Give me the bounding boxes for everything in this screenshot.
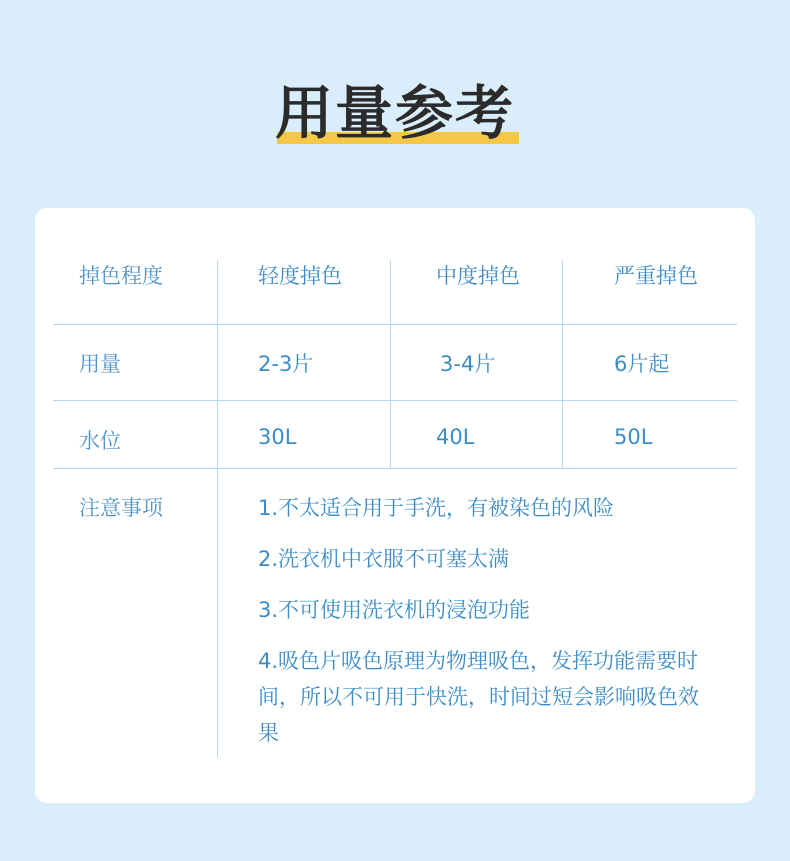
title-section bbox=[0, 78, 790, 148]
note-item: 1.不太适合用于手洗，有被染色的风险 bbox=[258, 496, 615, 520]
dosage-medium: 3-4片 bbox=[440, 352, 496, 376]
header-degree: 掉色程度 bbox=[79, 264, 163, 288]
column-divider-1 bbox=[217, 260, 218, 757]
column-divider-2 bbox=[390, 260, 391, 468]
divider-2 bbox=[53, 400, 737, 401]
reference-table-card bbox=[35, 208, 755, 803]
water-medium: 40L bbox=[436, 425, 475, 449]
note-item: 4.吸色片吸色原理为物理吸色，发挥功能需要时间，所以不可用于快洗，时间过短会影响吸色效果 bbox=[258, 649, 699, 745]
notes-list bbox=[258, 490, 718, 766]
divider-1 bbox=[53, 324, 737, 325]
header-severe: 严重掉色 bbox=[614, 264, 698, 288]
page-title bbox=[273, 78, 517, 148]
note-item: 3.不可使用洗衣机的浸泡功能 bbox=[258, 598, 531, 622]
dosage-light: 2-3片 bbox=[258, 352, 314, 376]
column-divider-3 bbox=[562, 260, 563, 468]
note-item: 2.洗衣机中衣服不可塞太满 bbox=[258, 547, 510, 571]
dosage-severe: 6片起 bbox=[614, 352, 670, 376]
header-light: 轻度掉色 bbox=[258, 264, 342, 288]
row-label-notes: 注意事项 bbox=[79, 496, 163, 520]
divider-3 bbox=[53, 468, 737, 469]
row-label-water: 水位 bbox=[79, 429, 121, 453]
water-light: 30L bbox=[258, 425, 297, 449]
page-title-text: 用量参考 bbox=[274, 79, 515, 147]
row-label-dosage: 用量 bbox=[79, 352, 121, 376]
header-medium: 中度掉色 bbox=[436, 264, 520, 288]
water-severe: 50L bbox=[614, 425, 653, 449]
